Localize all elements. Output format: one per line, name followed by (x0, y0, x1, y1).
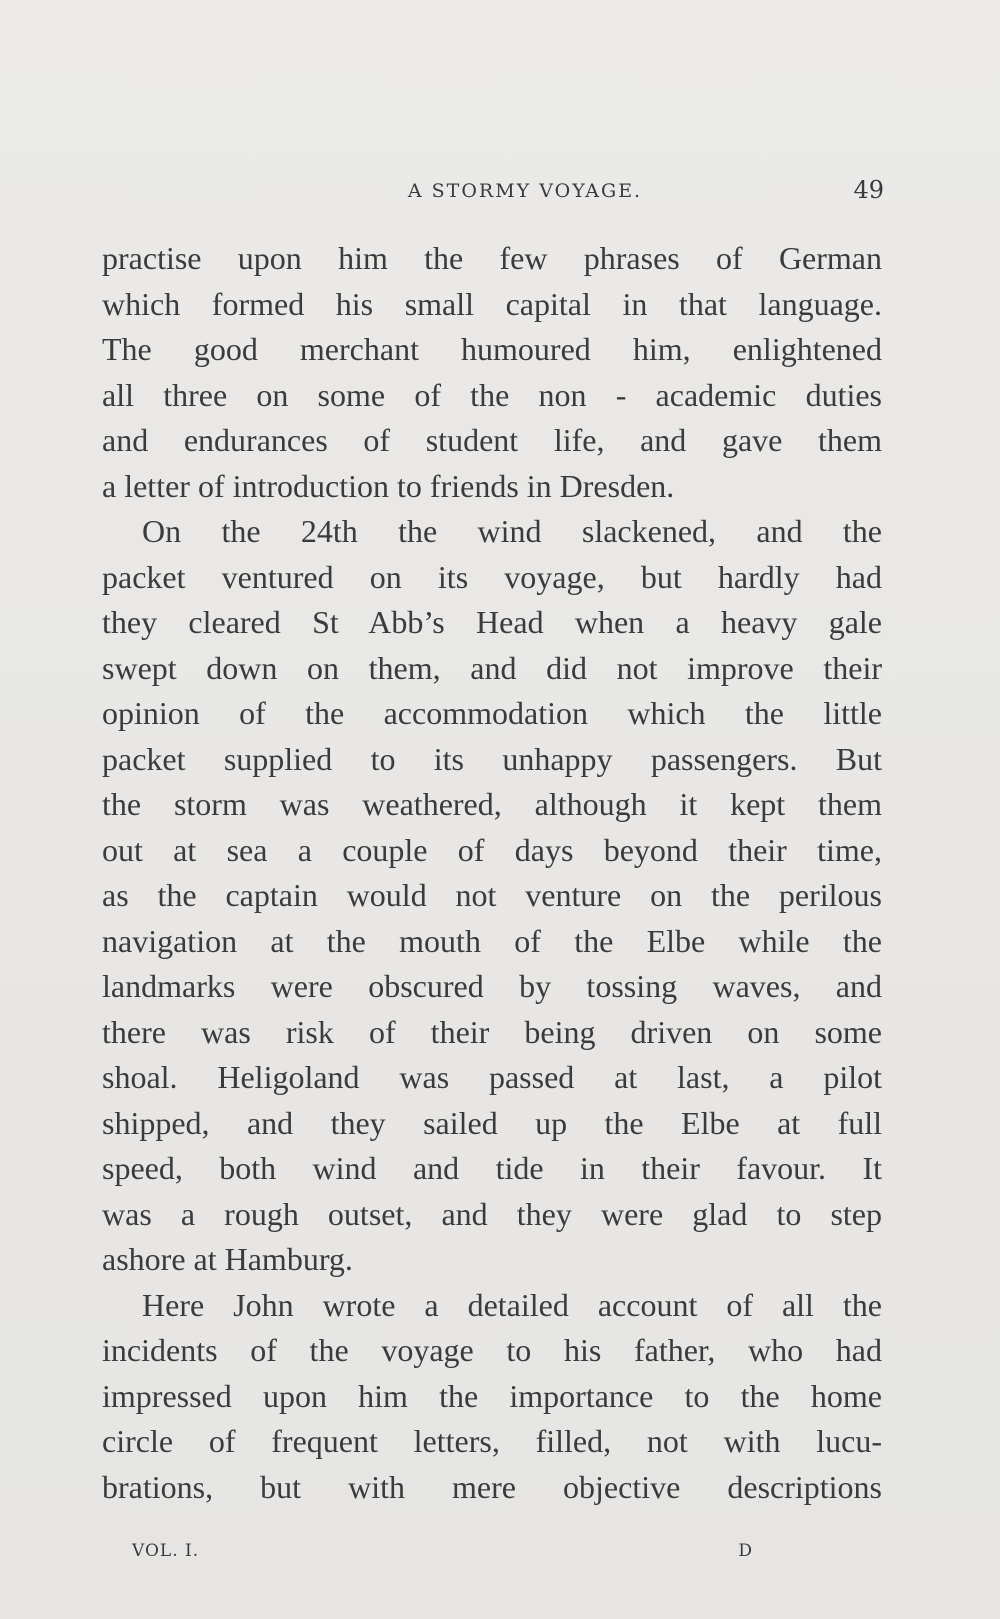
text-line: opinion of the accommodation which the little (102, 695, 882, 731)
text-line: shipped, and they sailed up the Elbe at full (102, 1104, 882, 1141)
body-text (102, 236, 882, 1510)
text-line: which formed his small capital in that language. (102, 285, 882, 322)
text-line: circle of frequent letters, filled, not with lucu- (102, 1423, 882, 1459)
text-line: all three on some of the non - academic duties (102, 376, 882, 413)
text-line: there was risk of their being driven on some (102, 1013, 882, 1050)
running-title: A STORMY VOYAGE. (407, 180, 643, 202)
text-line: ashore at Hamburg. (102, 1241, 353, 1277)
page-number: 49 (853, 176, 884, 204)
text-line: as the captain would not venture on the perilous (102, 877, 882, 913)
text-line: navigation at the mouth of the Elbe while the (102, 922, 882, 959)
text-line: out at sea a couple of days beyond their time, (102, 831, 882, 868)
text-line: impressed upon him the importance to the home (102, 1377, 882, 1414)
text-line: The good merchant humoured him, enlightened (102, 331, 882, 367)
page-footer (132, 1541, 772, 1571)
signature-mark: D (738, 1541, 752, 1561)
paragraph (102, 509, 882, 1283)
running-head (100, 176, 890, 210)
text-line: they cleared St Abb’s Head when a heavy gale (102, 604, 882, 640)
text-line: Here John wrote a detailed account of all the (142, 1286, 882, 1323)
text-line: was a rough outset, and they were glad to step (102, 1195, 882, 1232)
text-line: packet supplied to its unhappy passengers. But (102, 740, 882, 777)
text-line: swept down on them, and did not improve their (102, 649, 882, 686)
paragraph (102, 236, 882, 509)
text-line: On the 24th the wind slackened, and the (142, 513, 882, 549)
text-line: the storm was weathered, although it kept them (102, 786, 882, 822)
paragraph (102, 1283, 882, 1511)
text-line: brations, but with mere objective descriptions (102, 1468, 882, 1505)
text-line: shoal. Heligoland was passed at last, a pilot (102, 1059, 882, 1095)
volume-signature: VOL. I. (132, 1541, 200, 1561)
text-line: a letter of introduction to friends in Dresden. (102, 467, 675, 504)
text-line: packet ventured on its voyage, but hardly had (102, 558, 882, 595)
text-line: incidents of the voyage to his father, who had (102, 1332, 882, 1368)
text-line: speed, both wind and tide in their favour. It (102, 1150, 882, 1186)
text-line: and endurances of student life, and gave them (102, 422, 882, 458)
text-line: landmarks were obscured by tossing waves, and (102, 968, 882, 1004)
text-line: practise upon him the few phrases of German (102, 240, 882, 276)
